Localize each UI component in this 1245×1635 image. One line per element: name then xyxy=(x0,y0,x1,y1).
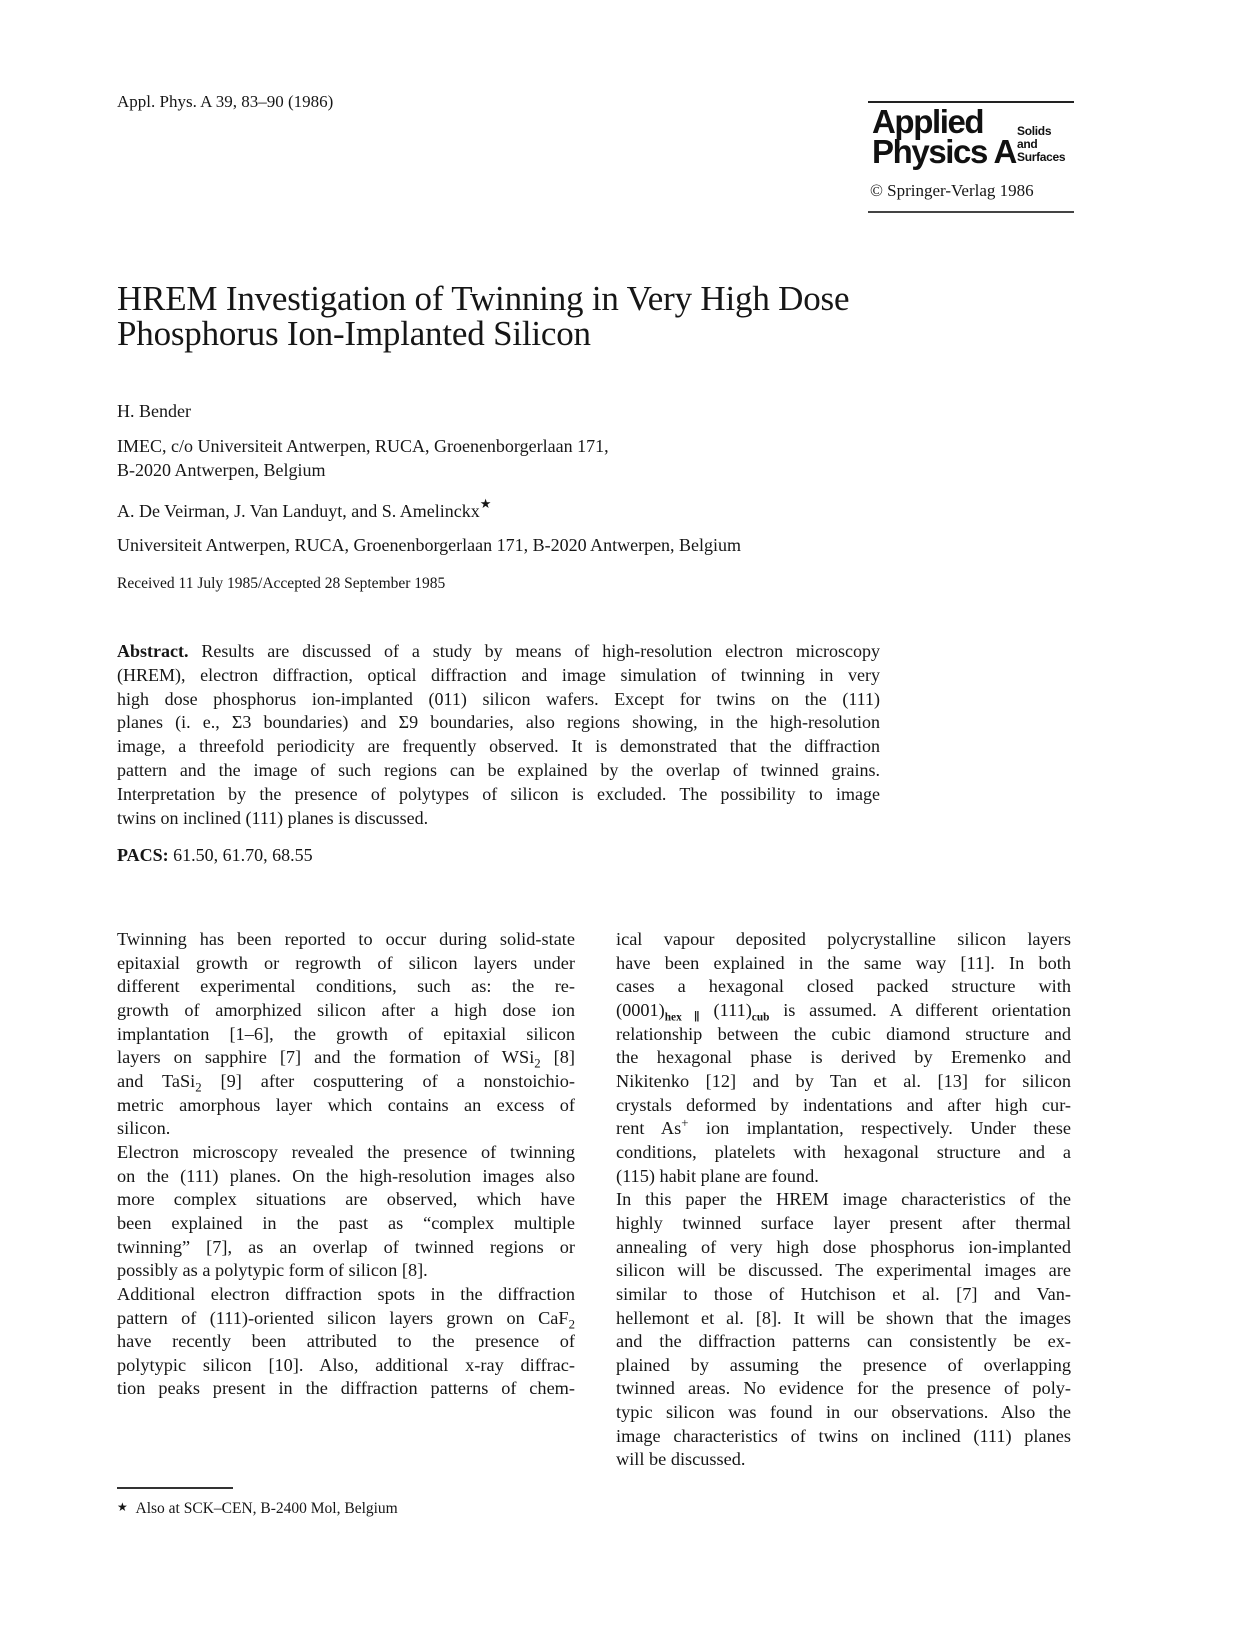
body-text: (111) xyxy=(699,999,752,1020)
subscript: cub xyxy=(751,1011,770,1024)
body-text: [8] xyxy=(540,1047,575,1068)
footnote xyxy=(117,1500,398,1518)
body-text: layers on sapphire [7] and the formation of WSi xyxy=(117,1047,535,1068)
body-line: possibly as a polytypic form of silicon [8]. xyxy=(117,1260,428,1281)
body-text: [9] after cosputtering of a nonstoichio- xyxy=(201,1070,575,1091)
body-line: twinned areas. No evidence for the presence of poly- xyxy=(616,1378,1071,1399)
body-line: will be discussed. xyxy=(616,1449,746,1470)
publisher-copyright: © Springer-Verlag 1986 xyxy=(870,181,1034,200)
abstract-line: planes (i. e., Σ3 boundaries) and Σ9 boundaries, also regions showing, in the high-resolution xyxy=(117,712,880,733)
body-line: different experimental conditions, such as: the re- xyxy=(117,976,575,997)
footnote-divider xyxy=(117,1487,233,1489)
abstract-line: pattern and the image of such regions can be explained by the overlap of twinned grains. xyxy=(117,759,880,780)
body-line: and the diffraction patterns can consistently be ex- xyxy=(616,1331,1071,1352)
body-line: twinning” [7], as an overlap of twinned regions or xyxy=(117,1236,575,1257)
body-line: hellemont et al. [8]. It will be shown that the images xyxy=(616,1307,1071,1328)
journal-reference: Appl. Phys. A 39, 83–90 (1986) xyxy=(117,92,334,111)
body-column-left xyxy=(117,928,575,1401)
body-text: pattern of (111)-oriented silicon layers grown on CaF xyxy=(117,1307,569,1328)
title-line-1: HREM Investigation of Twinning in Very High Dose xyxy=(117,279,850,318)
body-line: been explained in the past as “complex multiple xyxy=(117,1212,575,1233)
logo-subtitle-solids: Solids xyxy=(1017,124,1052,138)
affiliation-1-line-1: IMEC, c/o Universiteit Antwerpen, RUCA, Groenenborgerlaan 171, xyxy=(117,436,609,456)
logo-line-physics: Physics A xyxy=(872,133,1016,170)
received-dates: Received 11 July 1985/Accepted 28 September 1985 xyxy=(117,575,446,592)
body-line: Twinning has been reported to occur during solid-state xyxy=(117,929,575,949)
logo-wordmark xyxy=(868,103,1074,179)
body-line xyxy=(117,1307,575,1331)
title-line-2: Phosphorus Ion-Implanted Silicon xyxy=(117,314,591,353)
body-line: more complex situations are observed, which have xyxy=(117,1189,575,1210)
body-line: on the (111) planes. On the high-resolution images also xyxy=(117,1165,575,1186)
body-line: growth of amorphized silicon after a high dose ion xyxy=(117,999,575,1020)
body-line xyxy=(616,1117,1071,1141)
body-text: rent As xyxy=(616,1118,682,1139)
body-line: (115) habit plane are found. xyxy=(616,1165,819,1186)
body-line: relationship between the cubic diamond structure and xyxy=(616,1023,1071,1044)
logo-subtitle-surfaces: Surfaces xyxy=(1017,150,1066,164)
body-line: cases a hexagonal closed packed structure with xyxy=(616,976,1071,997)
abstract-label: Abstract. xyxy=(117,641,189,661)
body-line: highly twinned surface layer present after thermal xyxy=(616,1212,1071,1233)
body-line: typic silicon was found in our observations. Also the xyxy=(616,1402,1071,1423)
journal-logo xyxy=(868,101,1074,213)
body-text: (0001) xyxy=(616,999,665,1020)
body-line: crystals deformed by indentations and after high cur- xyxy=(616,1094,1071,1115)
body-line: tion peaks present in the diffraction patterns of chem- xyxy=(117,1378,575,1399)
footnote-text: Also at SCK–CEN, B-2400 Mol, Belgium xyxy=(135,1500,398,1517)
body-line: image characteristics of twins on inclined (111) planes xyxy=(616,1425,1071,1446)
body-line: Electron microscopy revealed the presence of twinning xyxy=(117,1141,575,1162)
body-text: and TaSi xyxy=(117,1070,196,1091)
author-group-2-names: A. De Veirman, J. Van Landuyt, and S. Amelinckx xyxy=(117,501,480,521)
body-line xyxy=(117,1070,575,1094)
pacs-label: PACS: xyxy=(117,845,169,865)
body-line: conditions, platelets with hexagonal structure and a xyxy=(616,1141,1071,1162)
author-group-2 xyxy=(117,496,492,522)
body-line: plained by assuming the presence of overlapping xyxy=(616,1354,1071,1375)
body-line: similar to those of Hutchison et al. [7] and Van- xyxy=(616,1283,1071,1304)
body-text: ion implantation, respectively. Under these xyxy=(688,1118,1071,1139)
author-group-1: H. Bender xyxy=(117,401,191,421)
body-line: Additional electron diffraction spots in the diffraction xyxy=(117,1283,575,1304)
body-line: In this paper the HREM image characteristics of the xyxy=(616,1189,1071,1210)
abstract-text: Results are discussed of a study by means of high-resolution electron microscopy xyxy=(201,641,880,661)
body-line: silicon. xyxy=(117,1118,171,1139)
logo-bottom-rule xyxy=(868,211,1074,213)
body-line: have been explained in the same way [11]. In both xyxy=(616,952,1071,973)
abstract-line: high dose phosphorus ion-implanted (011) silicon wafers. Except for twins on the (111) xyxy=(117,688,880,709)
body-line: the hexagonal phase is derived by Eremenko and xyxy=(616,1047,1071,1068)
body-line: Nikitenko [12] and by Tan et al. [13] for silicon xyxy=(616,1070,1071,1091)
body-line xyxy=(117,1046,575,1070)
abstract-line: Interpretation by the presence of polytypes of silicon is excluded. The possibility to image xyxy=(117,783,880,804)
abstract-line: (HREM), electron diffraction, optical diffraction and image simulation of twinning in very xyxy=(117,664,880,685)
abstract-line xyxy=(117,640,880,664)
pacs-codes xyxy=(117,845,313,866)
body-line: metric amorphous layer which contains an excess of xyxy=(117,1094,575,1115)
body-line: annealing of very high dose phosphorus ion-implanted xyxy=(616,1236,1071,1257)
affiliation-1 xyxy=(117,434,609,482)
body-line xyxy=(616,999,1071,1023)
footnote-star-icon: ★ xyxy=(117,1500,128,1514)
affiliation-2: Universiteit Antwerpen, RUCA, Groenenborgerlaan 171, B-2020 Antwerpen, Belgium xyxy=(117,535,742,555)
abstract-line: image, a threefold periodicity are frequently observed. It is demonstrated that the diffraction xyxy=(117,736,880,757)
body-line: epitaxial growth or regrowth of silicon layers under xyxy=(117,952,575,973)
body-line: silicon will be discussed. The experimental images are xyxy=(616,1260,1071,1281)
body-column-right xyxy=(616,928,1071,1472)
subscript: 2 xyxy=(534,1056,541,1071)
subscript: 2 xyxy=(195,1080,202,1095)
logo-main-text xyxy=(872,103,1016,170)
logo-subtitle xyxy=(1017,125,1065,164)
paper-title xyxy=(117,281,849,351)
affiliation-1-line-2: B-2020 Antwerpen, Belgium xyxy=(117,460,326,480)
superscript: + xyxy=(681,1116,689,1131)
abstract-line: twins on inclined (111) planes is discussed. xyxy=(117,807,429,828)
logo-subtitle-and: and xyxy=(1017,137,1038,151)
footnote-star-icon: ★ xyxy=(479,496,492,511)
body-text: is assumed. A different orientation xyxy=(769,999,1071,1020)
subscript: hex ∥ xyxy=(664,1011,700,1024)
pacs-values: 61.50, 61.70, 68.55 xyxy=(173,845,313,865)
subscript: 2 xyxy=(568,1317,575,1332)
body-line: ical vapour deposited polycrystalline silicon layers xyxy=(616,929,1071,949)
logo-line-applied: Applied xyxy=(872,103,984,140)
body-line: implantation [1–6], the growth of epitaxial silicon xyxy=(117,1023,575,1044)
body-line: have recently been attributed to the presence of xyxy=(117,1331,575,1352)
abstract xyxy=(117,640,880,830)
body-line: polytypic silicon [10]. Also, additional x-ray diffrac- xyxy=(117,1354,575,1375)
